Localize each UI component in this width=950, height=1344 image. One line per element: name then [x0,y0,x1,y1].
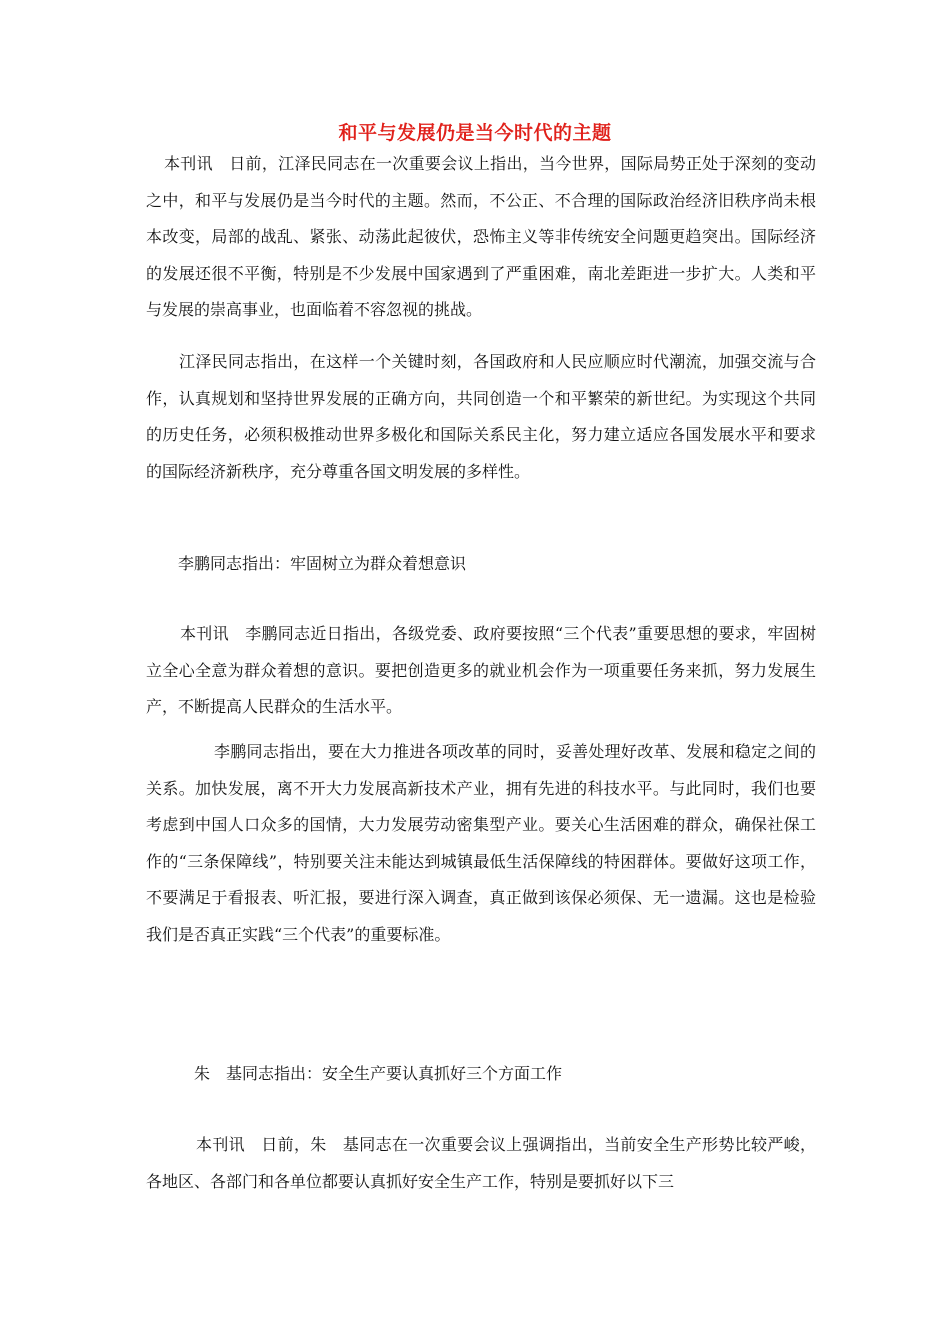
paragraph-zhu-intro: 本刊讯 日前，朱 基同志在一次重要会议上强调指出，当前安全生产形势比较严峻，各地区、各部门和各单位都要认真抓好安全生产工作，特别是要抓好以下三 [146,1135,816,1191]
paragraph-li-peng-intro: 本刊讯 李鹏同志近日指出，各级党委、政府要按照“三个代表”重要思想的要求，牢固树立全心全意为群众着想的意识。要把创造更多的就业机会作为一项重要任务来抓，努力发展生产，不断提高人民群众的生活水平。 [146,624,816,716]
paragraph-li-peng-points: 李鹏同志指出，要在大力推进各项改革的同时，妥善处理好改革、发展和稳定之间的关系。加快发展，离不开大力发展高新技术产业，拥有先进的科技水平。与此同时，我们也要考虑到中国人口众多的国情，大力发展劳动密集型产业。要关心生活困难的群众，确保社保工作的“三条保障线”，特别要关注未能达到城镇最低生活保障线的特困群体。要做好这项工作，不要满足于看报表、听汇报，要进行深入调查，真正做到该保必须保、无一遗漏。这也是检验我们是否真正实践“三个代表”的重要标准。 [146,742,816,944]
document-title: 和平与发展仍是当今时代的主题 [338,122,612,144]
paragraph-jiang-intro: 本刊讯 日前，江泽民同志在一次重要会议上指出，当今世界，国际局势正处于深刻的变动之中，和平与发展仍是当今时代的主题。然而，不公正、不合理的国际政治经济旧秩序尚未根本改变，局部的战乱、紧张、动荡此起彼伏，恐怖主义等非传统安全问题更趋突出。国际经济的发展还很不平衡，特别是不少发展中国家遇到了严重困难，南北差距进一步扩大。人类和平与发展的崇高事业，也面临着不容忽视的挑战。 [146,154,816,319]
section-heading-zhu: 朱 基同志指出：安全生产要认真抓好三个方面工作 [194,1064,563,1083]
section-heading-li-peng: 李鹏同志指出：牢固树立为群众着想意识 [178,554,467,573]
paragraph-jiang-points: 江泽民同志指出，在这样一个关键时刻，各国政府和人民应顺应时代潮流，加强交流与合作，认真规划和坚持世界发展的正确方向，共同创造一个和平繁荣的新世纪。为实现这个共同的历史任务，必须积极推动世界多极化和国际关系民主化，努力建立适应各国发展水平和要求的国际经济新秩序，充分尊重各国文明发展的多样性。 [146,352,816,481]
